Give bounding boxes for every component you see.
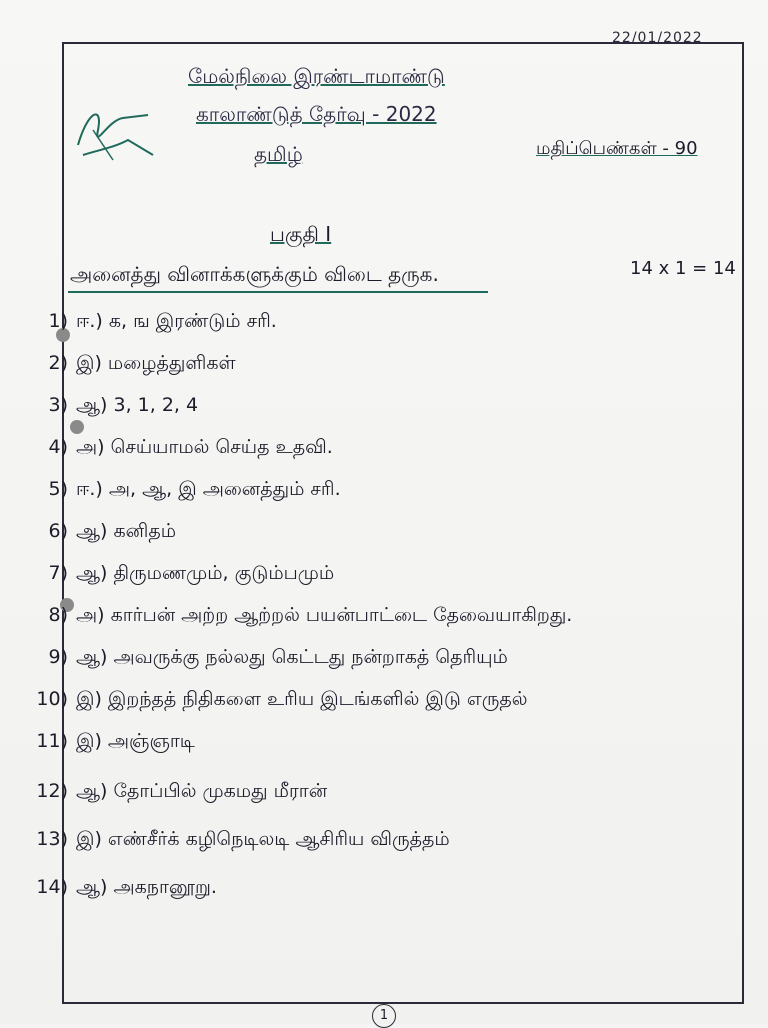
question-number: 1) xyxy=(48,310,68,332)
total-marks: மதிப்பெண்கள் - 90 xyxy=(536,138,698,159)
question-number: 14) xyxy=(36,876,68,898)
answer-text: ஆ) தோப்பில் முகமது மீரான் xyxy=(76,780,328,802)
question-number: 7) xyxy=(48,562,68,584)
question-number: 9) xyxy=(48,646,68,668)
answer-text: இ) இறந்தத் நிதிகளை உரிய இடங்களில் இடு எருதல் xyxy=(76,688,528,710)
answer-text: ஈ.) அ, ஆ, இ அனைத்தும் சரி. xyxy=(76,478,341,500)
teacher-signature xyxy=(68,100,158,170)
punch-hole xyxy=(70,420,84,434)
question-number: 3) xyxy=(48,394,68,416)
exam-name: காலாண்டுத் தேர்வு - 2022 xyxy=(196,102,437,126)
answer-text: ஆ) திருமணமும், குடும்பமும் xyxy=(76,562,335,584)
date: 22/01/2022 xyxy=(612,30,703,46)
question-number: 5) xyxy=(48,478,68,500)
answer-text: ஆ) 3, 1, 2, 4 xyxy=(76,394,199,416)
page-number: 1 xyxy=(372,1004,396,1028)
answer-text: இ) எண்சீர்க் கழிநெடிலடி ஆசிரிய விருத்தம் xyxy=(76,828,450,850)
answer-text: ஈ.) க, ங இரண்டும் சரி. xyxy=(76,310,277,332)
answer-text: இ) அஞ்ஞாடி xyxy=(76,730,195,752)
subject: தமிழ் xyxy=(254,142,303,166)
question-number: 8) xyxy=(48,604,68,626)
question-number: 4) xyxy=(48,436,68,458)
question-number: 12) xyxy=(36,780,68,802)
answer-text: ஆ) கனிதம் xyxy=(76,520,177,542)
answer-text: ஆ) அவருக்கு நல்லது கெட்டது நன்றாகத் தெரியும் xyxy=(76,646,508,668)
instruction-underline xyxy=(68,291,488,293)
question-number: 6) xyxy=(48,520,68,542)
marks-calculation: 14 x 1 = 14 xyxy=(630,258,736,279)
instruction: அனைத்து வினாக்களுக்கும் விடை தருக. xyxy=(70,262,439,286)
question-number: 2) xyxy=(48,352,68,374)
school-level: மேல்நிலை இரண்டாமாண்டு xyxy=(188,64,445,88)
question-number: 10) xyxy=(36,688,68,710)
answer-text: ஆ) அகநானூறு. xyxy=(76,876,217,898)
question-number: 11) xyxy=(36,730,68,752)
answer-text: அ) செய்யாமல் செய்த உதவி. xyxy=(76,436,333,458)
answer-text: இ) மழைத்துளிகள் xyxy=(76,352,236,374)
part-title: பகுதி I xyxy=(270,222,332,246)
question-number: 13) xyxy=(36,828,68,850)
answer-text: அ) கார்பன் அற்ற ஆற்றல் பயன்பாட்டை தேவையாகிறது. xyxy=(76,604,573,626)
